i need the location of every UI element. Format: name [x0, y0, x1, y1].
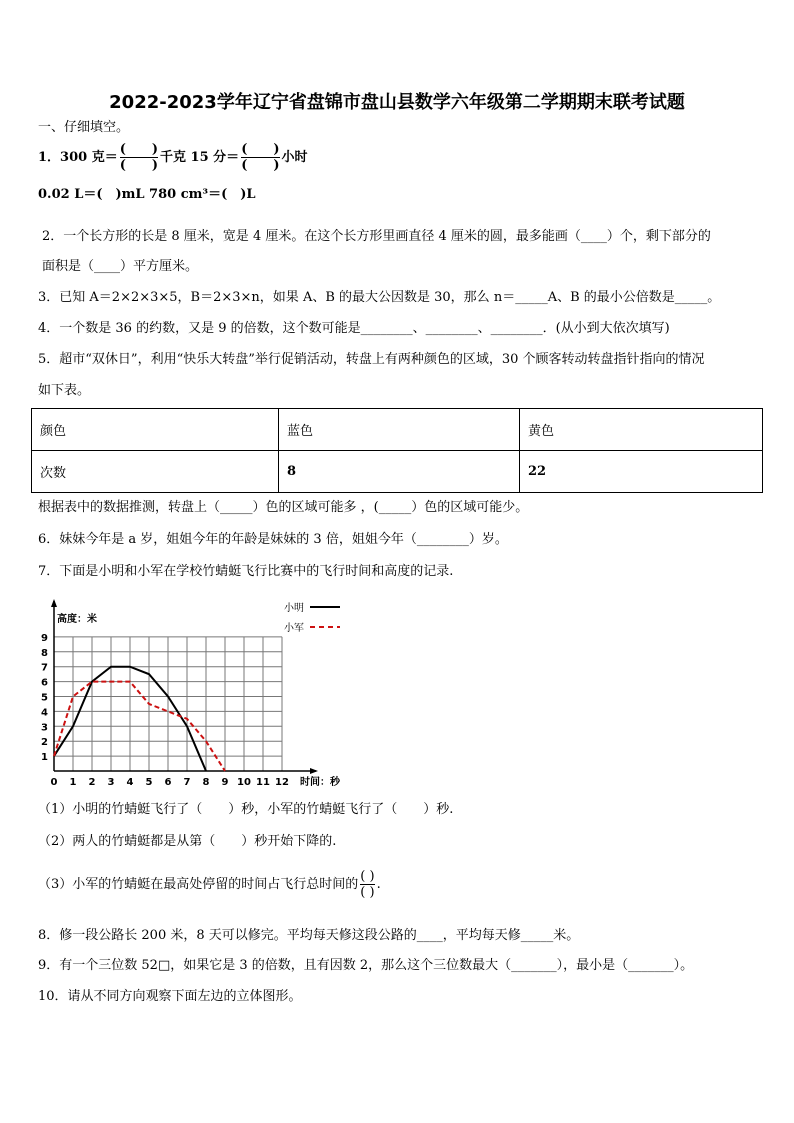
q1-text-a: 1．300 克＝ [38, 150, 118, 165]
data-table [31, 408, 763, 493]
x-tick-label: 7 [183, 777, 191, 788]
legend-label: 小军 [284, 623, 304, 634]
question-7-part1: （1）小明的竹蜻蜓飞行了（ ）秒，小军的竹蜻蜓飞行了（ ）秒. [38, 802, 454, 817]
question-7-intro: 7．下面是小明和小军在学校竹蜻蜓飞行比赛中的飞行时间和高度的记录. [38, 564, 454, 579]
x-tick-label: 11 [256, 777, 270, 788]
x-tick-label: 12 [275, 777, 289, 788]
y-tick-label: 3 [41, 722, 48, 734]
x-tick-label: 2 [88, 777, 96, 788]
table-cell: 黄色 [520, 409, 763, 451]
flight-chart [30, 595, 350, 790]
y-axis-label: 高度：米 [57, 614, 97, 625]
y-tick-label: 8 [41, 647, 48, 659]
y-tick-label: 7 [41, 662, 48, 674]
y-tick-label: 6 [41, 677, 48, 689]
denominator: ( ) [119, 158, 159, 173]
table-row [32, 451, 763, 493]
fraction-blank[interactable] [241, 142, 279, 173]
fraction-blank[interactable] [360, 869, 374, 900]
question-6: 6．妹妹今年是 a 岁，姐姐今年的年龄是妹妹的 3 倍，姐姐今年（________）岁。 [38, 532, 508, 547]
question-9: 9．有一个三位数 52□，如果它是 3 的倍数，且有因数 2，那么这个三位数最大（_______），最小是（_______）。 [38, 958, 694, 973]
y-tick-label: 4 [41, 707, 48, 719]
table-cell: 22 [520, 451, 763, 493]
y-axis-arrow [51, 599, 57, 607]
question-1-line2: 0.02 L＝( )mL 780 cm³＝( )L [38, 187, 256, 202]
denominator: ( ) [241, 158, 280, 173]
x-tick-label: 4 [126, 777, 134, 788]
y-tick-label: 5 [41, 692, 48, 704]
fraction-blank[interactable] [120, 142, 158, 173]
x-tick-label: 10 [237, 777, 251, 788]
table-cell: 次数 [32, 451, 279, 493]
period: . [376, 877, 381, 892]
x-tick-label: 5 [145, 777, 153, 788]
x-tick-label: 3 [107, 777, 115, 788]
page-title: 2022-2023学年辽宁省盘锦市盘山县数学六年级第二学期期末联考试题 [109, 92, 685, 113]
y-tick-label: 2 [41, 737, 48, 749]
question-5-line2: 如下表。 [38, 383, 91, 398]
question-2-line1: 2．一个长方形的长是 8 厘米，宽是 4 厘米。在这个长方形里画直径 4 厘米的圆，最多能画（____）个，剩下部分的 [42, 229, 711, 244]
x-axis-label: 时间：秒 [300, 777, 340, 788]
question-4: 4．一个数是 36 的约数，又是 9 的倍数，这个数可能是________、________、________．(从小到大依次填写) [38, 321, 670, 336]
numerator: ( ) [360, 869, 375, 884]
q1-text-c: 小时 [281, 150, 308, 165]
question-7-part3 [38, 869, 381, 900]
x-tick-label: 6 [164, 777, 172, 788]
legend-label: 小明 [284, 603, 304, 614]
table-cell: 颜色 [32, 409, 279, 451]
table-cell: 蓝色 [279, 409, 520, 451]
x-axis-arrow [310, 768, 318, 774]
question-5-line1: 5．超市“双休日”，利用“快乐大转盘”举行促销活动，转盘上有两种颜色的区域，30 个顾客转动转盘指针指向的情况 [38, 352, 705, 367]
question-3: 3．已知 A＝2×2×3×5，B＝2×3×n，如果 A、B 的最大公因数是 30，那么 n＝_____A、B 的最小公倍数是_____。 [38, 290, 721, 305]
question-1 [38, 142, 308, 173]
question-5-followup: 根据表中的数据推测，转盘上（_____）色的区域可能多 ，(_____）色的区域可能少。 [38, 500, 529, 515]
question-7-part2: （2）两人的竹蜻蜓都是从第（ ）秒开始下降的. [38, 834, 337, 849]
q1-text-b: 千克 15 分＝ [160, 150, 240, 165]
table-row [32, 409, 763, 451]
denominator: ( ) [360, 885, 375, 900]
question-10: 10．请从不同方向观察下面左边的立体图形。 [38, 989, 302, 1004]
x-tick-label: 9 [221, 777, 229, 788]
x-tick-label: 8 [202, 777, 210, 788]
numerator: ( ) [241, 142, 280, 157]
x-tick-label: 0 [50, 777, 58, 788]
q7-part3-text: （3）小军的竹蜻蜓在最高处停留的时间占飞行总时间的 [38, 877, 359, 892]
question-8: 8．修一段公路长 200 米，8 天可以修完。平均每天修这段公路的____，平均每天修_____米。 [38, 928, 580, 943]
question-2-line2: 面积是（____）平方厘米。 [42, 259, 199, 274]
section-heading: 一、仔细填空。 [38, 120, 130, 135]
y-tick-label: 9 [41, 632, 48, 644]
y-tick-label: 1 [41, 752, 48, 764]
numerator: ( ) [119, 142, 159, 157]
table-cell: 8 [279, 451, 520, 493]
x-tick-label: 1 [69, 777, 77, 788]
